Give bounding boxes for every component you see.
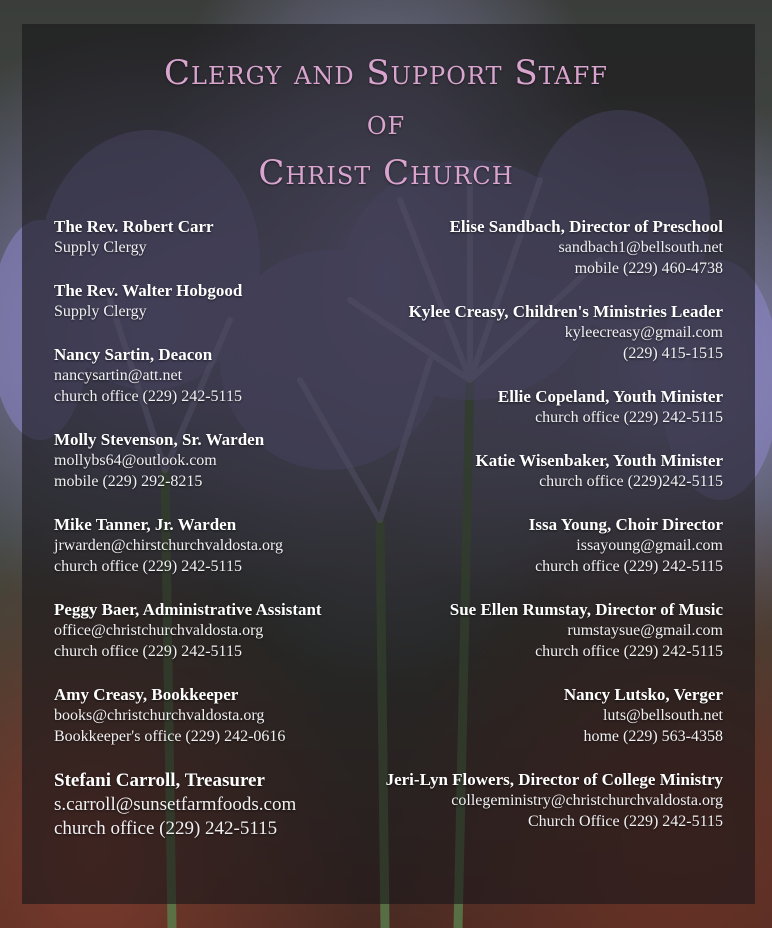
- staff-email[interactable]: rumstaysue@gmail.com: [567, 622, 723, 639]
- staff-phone: mobile (229) 292-8215: [54, 473, 203, 490]
- staff-name: Molly Stevenson, Sr. Warden: [54, 430, 265, 449]
- staff-entry: [54, 280, 374, 322]
- staff-entry: [380, 769, 723, 832]
- staff-entry: [54, 429, 374, 492]
- staff-email[interactable]: s.carroll@sunsetfarmfoods.com: [54, 794, 297, 815]
- staff-email[interactable]: nancysartin@att.net: [54, 367, 183, 384]
- staff-email[interactable]: jrwarden@chirstchurchvaldosta.org: [54, 537, 284, 554]
- staff-email[interactable]: office@christchurchvaldosta.org: [54, 622, 264, 639]
- title-line-3: Christ Church: [258, 153, 514, 193]
- left-staff-column: [54, 216, 374, 863]
- staff-phone: church office (229) 242-5115: [54, 643, 242, 660]
- title-line-2: of: [366, 103, 406, 143]
- right-staff-column: [380, 216, 723, 854]
- staff-email[interactable]: sandbach1@bellsouth.net: [558, 239, 723, 256]
- staff-name: The Rev. Walter Hobgood: [54, 281, 243, 300]
- staff-phone: Church Office (229) 242-5115: [527, 813, 723, 830]
- staff-name: Sue Ellen Rumstay, Director of Music: [449, 600, 723, 619]
- title-line-1: Clergy and Support Staff: [164, 53, 608, 93]
- staff-phone: (229) 415-1515: [623, 345, 723, 362]
- staff-name: Peggy Baer, Administrative Assistant: [54, 600, 322, 619]
- staff-entry: [54, 514, 374, 577]
- staff-entry: [380, 684, 723, 747]
- staff-email[interactable]: collegeministry@christchurchvaldosta.org: [451, 792, 723, 809]
- staff-phone: church office (229) 242-5115: [54, 388, 242, 405]
- staff-name: Ellie Copeland, Youth Minister: [497, 387, 723, 406]
- staff-phone: church office (229) 242-5115: [54, 558, 242, 575]
- staff-name: Issa Young, Choir Director: [528, 515, 723, 534]
- staff-name: Nancy Lutsko, Verger: [563, 685, 723, 704]
- staff-name: Elise Sandbach, Director of Preschool: [449, 217, 723, 236]
- staff-entry: [54, 344, 374, 407]
- staff-name: The Rev. Robert Carr: [54, 217, 214, 236]
- staff-email[interactable]: issayoung@gmail.com: [576, 537, 723, 554]
- staff-entry: [380, 450, 723, 492]
- staff-phone: church office (229) 242-5115: [54, 818, 278, 839]
- staff-name: Stefani Carroll, Treasurer: [54, 770, 265, 791]
- staff-entry: [54, 684, 374, 747]
- staff-phone: church office (229) 242-5115: [535, 643, 723, 660]
- staff-email[interactable]: kyleecreasy@gmail.com: [564, 324, 723, 341]
- staff-entry: [54, 769, 374, 841]
- staff-email[interactable]: luts@bellsouth.net: [602, 707, 723, 724]
- staff-phone: church office (229) 242-5115: [535, 558, 723, 575]
- page-title: [0, 48, 772, 198]
- staff-entry: [54, 216, 374, 258]
- staff-entry: [380, 514, 723, 577]
- staff-name: Amy Creasy, Bookkeeper: [54, 685, 239, 704]
- staff-name: Katie Wisenbaker, Youth Minister: [475, 451, 723, 470]
- staff-name: Jeri-Lyn Flowers, Director of College Ministry: [385, 770, 723, 789]
- staff-phone: church office (229) 242-5115: [535, 409, 723, 426]
- staff-entry: [380, 301, 723, 364]
- staff-entry: [380, 216, 723, 279]
- staff-role: Supply Clergy: [54, 303, 147, 320]
- staff-entry: [380, 599, 723, 662]
- staff-entry: [380, 386, 723, 428]
- staff-role: Supply Clergy: [54, 239, 147, 256]
- staff-email[interactable]: mollybs64@outlook.com: [54, 452, 217, 469]
- staff-phone: home (229) 563-4358: [583, 728, 723, 745]
- staff-phone: Bookkeeper's office (229) 242-0616: [54, 728, 286, 745]
- staff-name: Kylee Creasy, Children's Ministries Leader: [408, 302, 723, 321]
- staff-name: Nancy Sartin, Deacon: [54, 345, 213, 364]
- staff-name: Mike Tanner, Jr. Warden: [54, 515, 237, 534]
- staff-entry: [54, 599, 374, 662]
- staff-email[interactable]: books@christchurchvaldosta.org: [54, 707, 265, 724]
- staff-phone: mobile (229) 460-4738: [574, 260, 723, 277]
- staff-phone: church office (229)242-5115: [539, 473, 723, 490]
